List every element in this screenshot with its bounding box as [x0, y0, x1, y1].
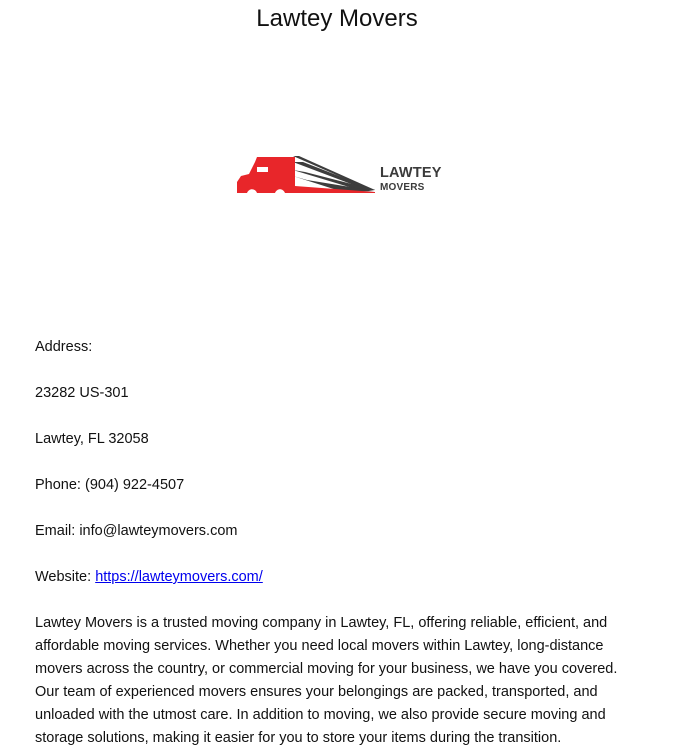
description-paragraph [35, 612, 645, 750]
description-line: affordable moving services. Whether you need local movers within Lawtey, long-distance [35, 638, 604, 654]
address-label: Address: [35, 339, 93, 355]
email-text: Email: info@lawteymovers.com [35, 523, 238, 539]
page-title: Lawtey Movers [256, 5, 418, 32]
address-city: Lawtey, FL 32058 [35, 431, 149, 447]
description-line: Lawtey Movers is a trusted moving company in Lawtey, FL, offering reliable, efficient, and [35, 615, 608, 631]
address-street: 23282 US-301 [35, 385, 129, 401]
website-line [35, 568, 263, 586]
phone-text: Phone: (904) 922-4507 [35, 477, 185, 493]
description-line: unloaded with the utmost care. In addition to moving, we also provide secure moving and [35, 707, 606, 723]
website-link[interactable]: https://lawteymovers.com/ [95, 569, 263, 585]
description-line: storage solutions, making it easier for you to store your items during the transition. [35, 730, 562, 746]
description-line: movers across the country, or commercial moving for your business, we have you covered. [35, 661, 618, 677]
description-line: Our team of experienced movers ensures your belongings are packed, transported, and [35, 684, 598, 700]
website-label: Website: [35, 569, 96, 585]
logo-text-lawtey: LAWTEY [380, 165, 442, 181]
logo-text-movers: MOVERS [380, 182, 425, 193]
logo-cab-window [257, 167, 268, 172]
